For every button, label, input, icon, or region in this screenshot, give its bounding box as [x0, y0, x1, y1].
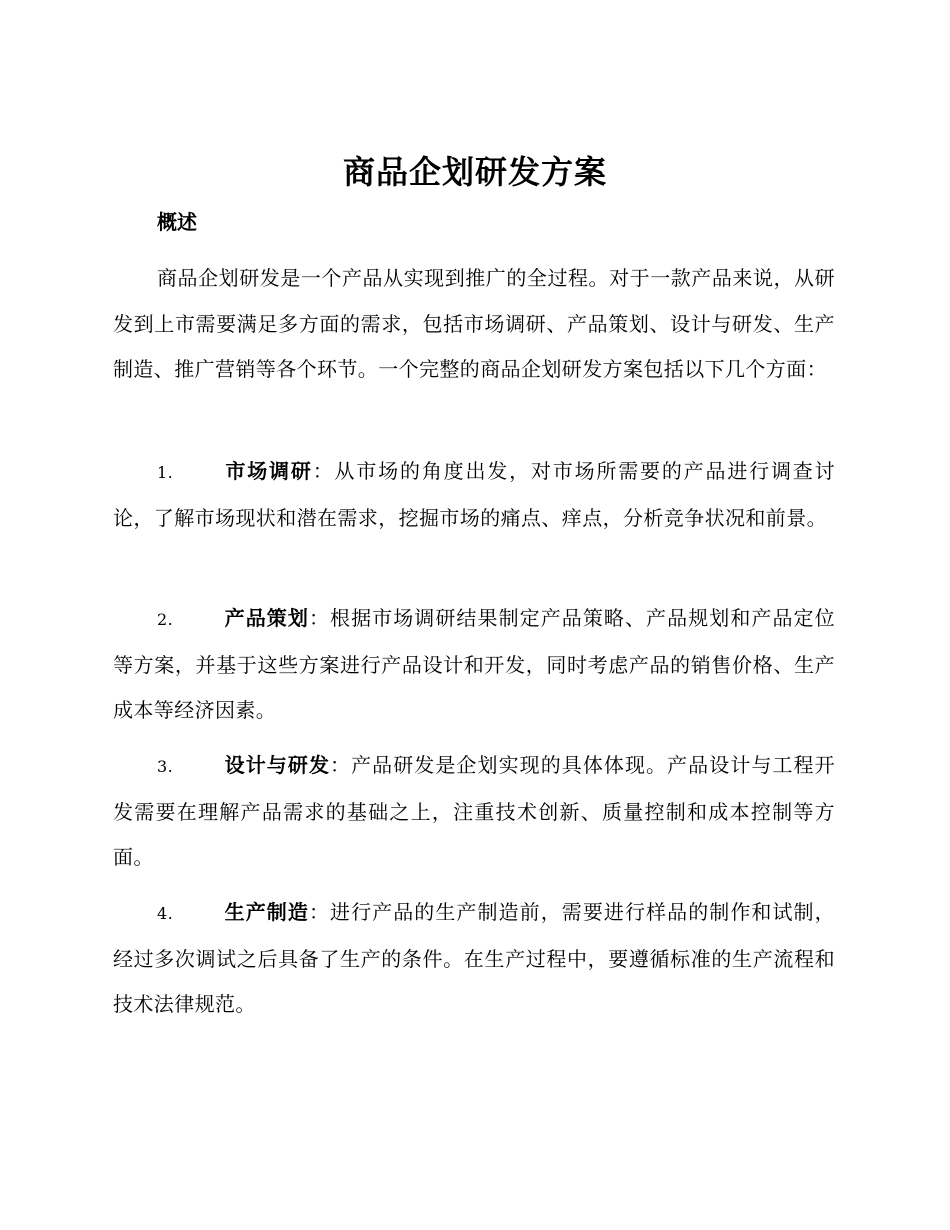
list-item-number: 4. [157, 904, 174, 923]
list-item [113, 596, 835, 734]
document-title: 商品企划研发方案 [342, 153, 607, 191]
list-item-text: ：进行产品的生产制造前，需要进行样品的制作和试制，经过多次调试之后具备了生产的条件。在生产过程中，要遵循标准的生产流程和技术法律规范。 [113, 900, 835, 1016]
list-item-number: 3. [157, 757, 174, 776]
list-item [113, 890, 835, 1028]
list-item [113, 743, 835, 881]
intro-paragraph: 商品企划研发是一个产品从实现到推广的全过程。对于一款产品来说，从研发到上市需要满足多方面的需求，包括市场调研、产品策划、设计与研发、生产制造、推广营销等各个环节。一个完整的商品企划研发方案包括以下几个方面： [113, 266, 835, 381]
list-item-term: 产品策划 [224, 606, 309, 630]
list-item-term: 设计与研发 [224, 753, 331, 777]
list-item-text: ：根据市场调研结果制定产品策略、产品规划和产品定位等方案，并基于这些方案进行产品设计和开发，同时考虑产品的销售价格、生产成本等经济因素。 [113, 606, 835, 722]
list-item-number: 1. [157, 463, 174, 482]
section-heading-overview: 概述 [157, 210, 197, 234]
list-item [113, 449, 835, 541]
list-item-term: 生产制造 [224, 900, 309, 924]
list-item-term: 市场调研 [224, 459, 313, 483]
list-item-number: 2. [157, 610, 174, 629]
list-item-text: ：产品研发是企划实现的具体体现。产品设计与工程开发需要在理解产品需求的基础之上，注重技术创新、质量控制和成本控制等方面。 [113, 753, 835, 869]
list-item-text: ：从市场的角度出发，对市场所需要的产品进行调查讨论，了解市场现状和潜在需求，挖掘市场的痛点、痒点，分析竞争状况和前景。 [113, 459, 835, 530]
